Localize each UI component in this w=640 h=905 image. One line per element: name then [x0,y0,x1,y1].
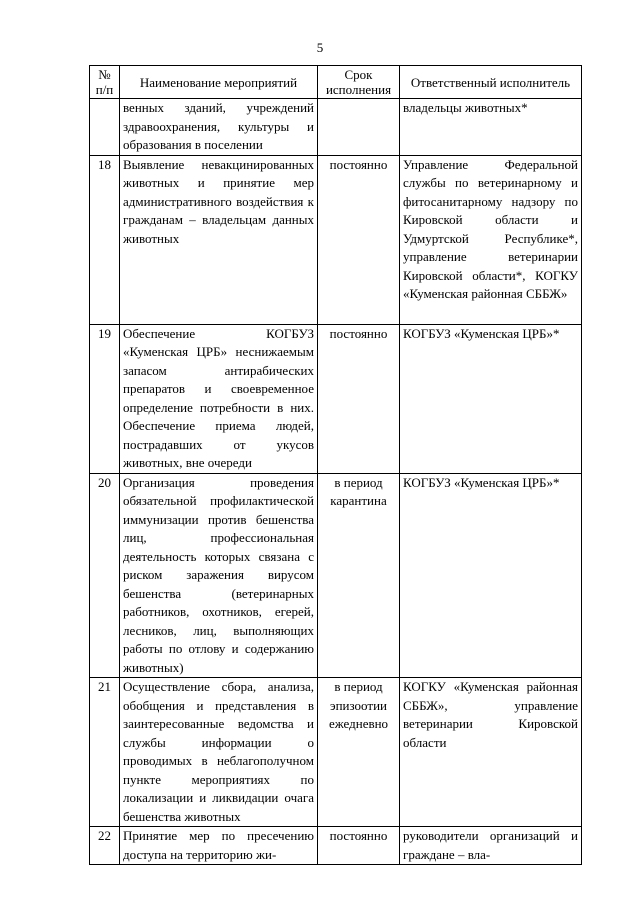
row-executor: руководители организаций и граждане – вла- [400,827,582,865]
row-executor: владельцы животных* [400,99,582,156]
header-term: Срок исполнения [318,66,400,99]
row-term: в период карантина [318,473,400,678]
table-row [90,155,582,324]
header-name: Наименование мероприятий [120,66,318,99]
row-executor: Управление Федеральной службы по ветеринарному и фитосанитарному надзору по Кировской области и Удмуртской Республике*, управление ветеринарии Кировской области*, КОГКУ «Куменская районная СББЖ» [400,155,582,324]
table-row [90,827,582,865]
row-num [90,99,120,156]
row-num: 20 [90,473,120,678]
row-executor: КОГКУ «Куменская районная СББЖ», управление ветеринарии Кировской области [400,678,582,827]
row-num: 21 [90,678,120,827]
row-term: постоянно [318,155,400,324]
table-row [90,473,582,678]
row-executor: КОГБУЗ «Куменская ЦРБ»* [400,473,582,678]
row-executor: КОГБУЗ «Куменская ЦРБ»* [400,324,582,473]
row-measure: Принятие мер по пресечению доступа на территорию жи- [120,827,318,865]
row-num: 22 [90,827,120,865]
table-header-row [90,66,582,99]
header-executor: Ответственный исполнитель [400,66,582,99]
row-num: 18 [90,155,120,324]
row-term [318,99,400,156]
row-term: постоянно [318,324,400,473]
row-measure: Организация проведения обязательной профилактической иммунизации против бешенства лиц, профессиональная деятельность которых связана с риском заражения вирусом бешенства (ветеринарных работников, охотников, егерей, лесников, лиц, выполняющих работы по отлову и содержанию животных) [120,473,318,678]
row-measure: Выявление невакцинированных животных и принятие мер административного воздействия к гражданам – владельцам данных животных [120,155,318,324]
row-measure: Обеспечение КОГБУЗ «Куменская ЦРБ» неснижаемым запасом антирабических препаратов и своевременное определение потребности в них. Обеспечение приема людей, пострадавших от укусов животных, вне очереди [120,324,318,473]
row-term: в период эпизоотии ежедневно [318,678,400,827]
table-row [90,99,582,156]
row-term: постоянно [318,827,400,865]
row-measure: венных зданий, учреждений здравоохранения, культуры и образования в поселении [120,99,318,156]
table-row [90,324,582,473]
measures-table [89,65,582,865]
row-measure: Осуществление сбора, анализа, обобщения и представления в заинтересованные ведомства и службы информации о проводимых в неблагополучном пункте мероприятиях по локализации и ликвидации очага бешенства животных [120,678,318,827]
table-row [90,678,582,827]
row-num: 19 [90,324,120,473]
header-num: № п/п [90,66,120,99]
page-number: 5 [316,40,324,55]
